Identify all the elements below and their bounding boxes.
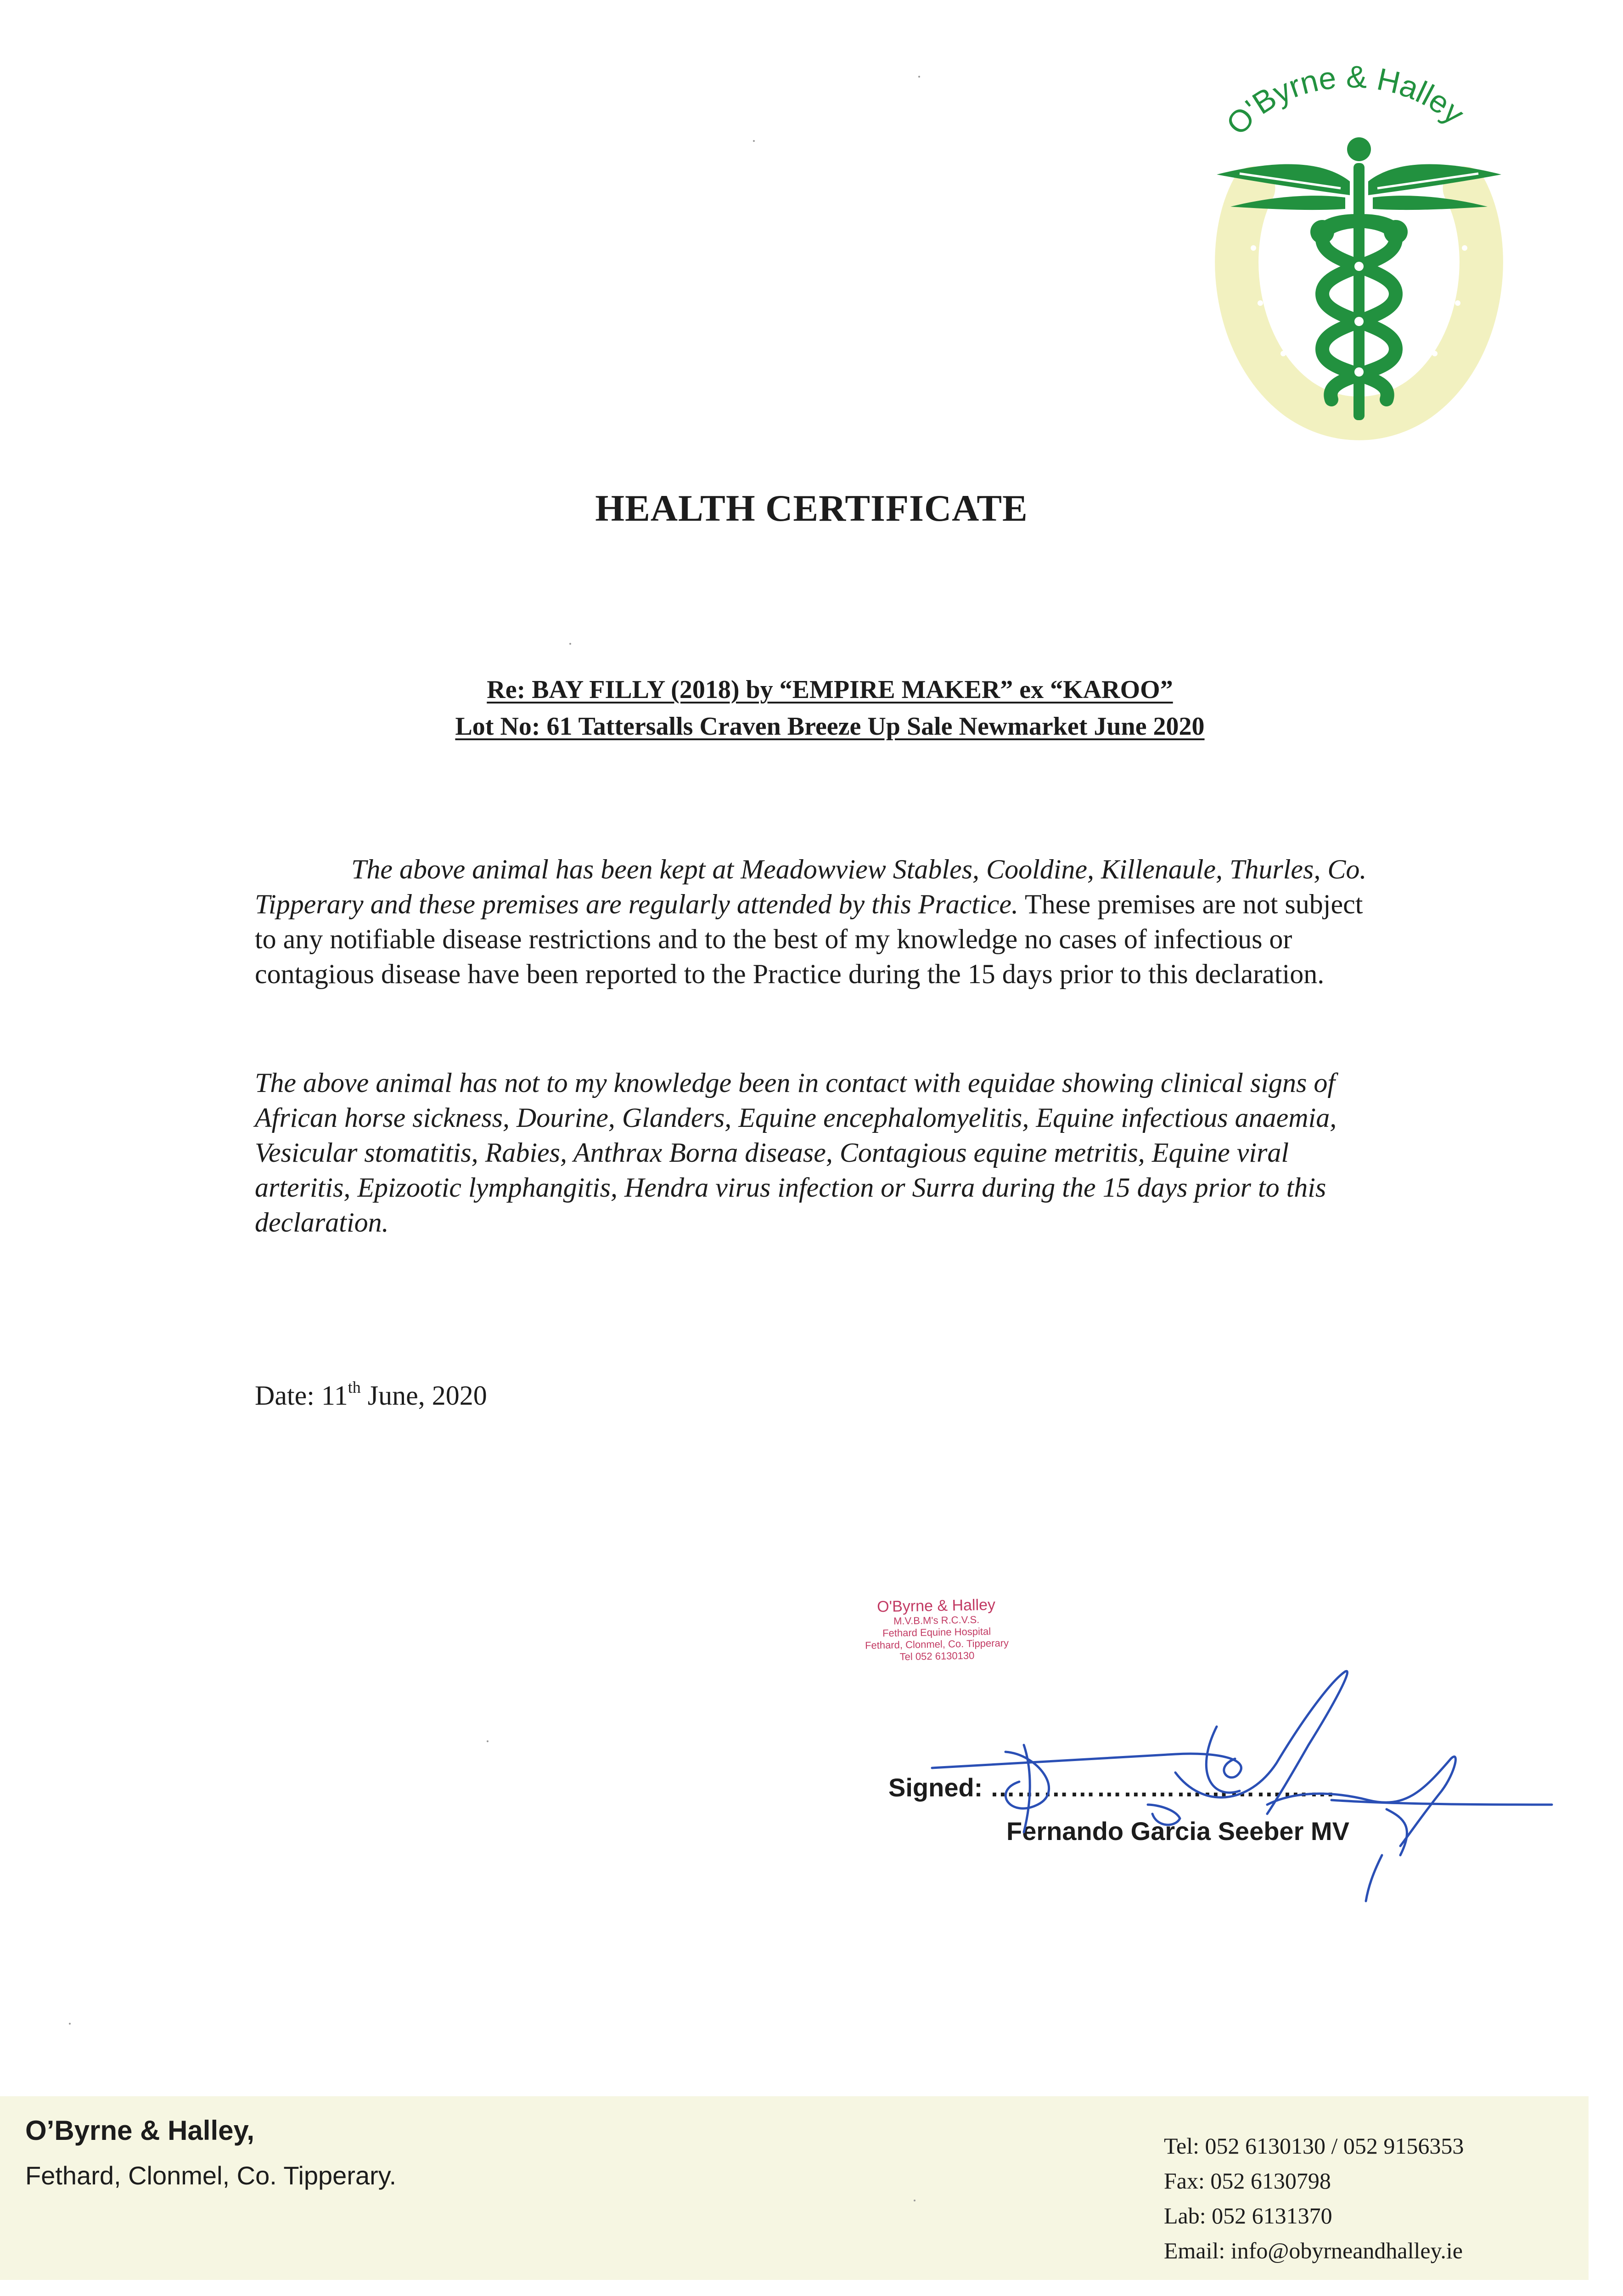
footer-lab: Lab: 052 6131370 [1164, 2203, 1332, 2228]
stamp-line: Tel 052 6130130 [899, 1649, 975, 1663]
footer-firm-name: O’Byrne & Halley, [25, 2115, 255, 2146]
footer-tel: Tel: 052 6130130 / 052 9156353 [1164, 2133, 1464, 2159]
svg-text:O'Byrne & Halley: O'Byrne & Halley [1219, 59, 1471, 142]
paragraph-premises [255, 852, 1375, 991]
page-title: HEALTH CERTIFICATE [595, 487, 1028, 529]
scan-speck [753, 140, 755, 142]
subject-line-lot [18, 712, 1623, 741]
footer-fax: Fax: 052 6130798 [1164, 2168, 1331, 2194]
subject-line-horse [18, 675, 1623, 704]
stamp-line: M.V.B.M's R.C.V.S. [893, 1614, 980, 1627]
handwritten-signature [918, 1653, 1561, 1910]
paragraph-premises-italic: The above animal has been kept at Meadowview Stables, Cooldine, Killenaule, Thurles, Co. Tipperary and these premises are regularly attended by this Practice. [255, 854, 1367, 919]
stamp-line: Fethard, Clonmel, Co. Tipperary [865, 1637, 1009, 1651]
scan-speck [69, 2023, 71, 2025]
scan-speck [914, 2200, 915, 2201]
scan-speck [487, 1740, 489, 1742]
subject-line-lot-text: Lot No: 61 Tattersalls Craven Breeze Up Sale Newmarket June 2020 [455, 712, 1205, 741]
stamp-line: Fethard Equine Hospital [882, 1625, 991, 1639]
scan-speck [918, 76, 920, 78]
footer-email: Email: info@obyrneandhalley.ie [1164, 2238, 1463, 2263]
footer-address: Fethard, Clonmel, Co. Tipperary. [25, 2161, 397, 2190]
declaration-date [255, 1380, 487, 1412]
scan-speck [569, 643, 571, 645]
practice-logo [1185, 51, 1533, 445]
subject-line-horse-text: Re: BAY FILLY (2018) by “EMPIRE MAKER” ex “KAROO” [487, 675, 1173, 704]
date-rest: June, 2020 [360, 1380, 487, 1411]
date-suffix: th [348, 1378, 361, 1396]
paragraph-contact-declaration: The above animal has not to my knowledge been in contact with equidae showing clinical signs of African horse sickness, Dourine, Glanders, Equine encephalomyelitis, Equine infectious anaemia, Vesicular stomatitis, Rabies, Anthrax Borna disease, Contagious equine metritis, Equine viral arteritis, Epizootic lymphangitis, Hendra virus infection or Surra during the 15 days prior to this declaration. [255, 1068, 1337, 1238]
date-label: Date: 11 [255, 1380, 348, 1411]
signatory-name: Fernando Garcia Seeber MV [1006, 1817, 1349, 1846]
stamp-line: O'Byrne & Halley [876, 1596, 996, 1616]
signature-dotted-line: ………………………………… [989, 1773, 1336, 1802]
caduceus-horseshoe-icon [1185, 51, 1533, 445]
signed-label: Signed: [888, 1773, 983, 1802]
footer-contact [1164, 2128, 1464, 2268]
paragraph-premises-plain: These premises are not subject to any notifiable disease restrictions and to the best of my knowledge no cases of infectious or contagious disease have been reported to the Practice during the 15 days prior to this declaration. [255, 889, 1363, 989]
